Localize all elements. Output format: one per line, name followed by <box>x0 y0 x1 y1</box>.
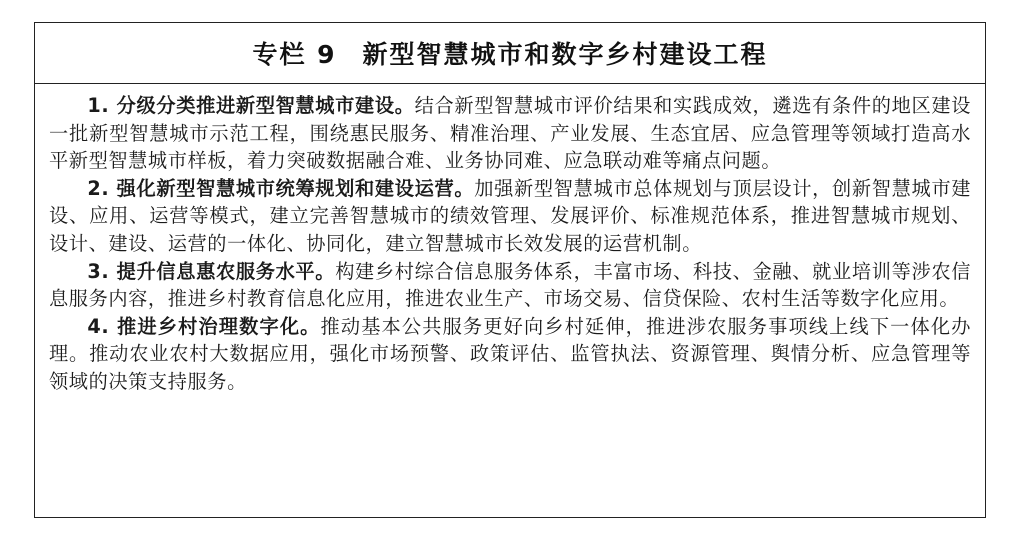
item-text: 结合新型智慧城市评价结果和实践成效，遴选有条件的地区建设一批新型智慧城市示范工程，围绕惠民服务、精准治理、产业发展、生态宜居、应急管理等领域打造高水平新型智慧城市样板，着力突破数据融合难、业务协同难、应急联动难等痛点问题。 <box>49 94 971 173</box>
column-title <box>35 23 985 84</box>
item-text: 构建乡村综合信息服务体系，丰富市场、科技、金融、就业培训等涉农信息服务内容，推进乡村教育信息化应用，推进农业生产、市场交易、信贷保险、农村生活等数字化应用。 <box>49 259 971 311</box>
column-body <box>35 84 985 396</box>
item-lead: 4. 推进乡村治理数字化。 <box>87 314 321 338</box>
column-heading: 新型智慧城市和数字乡村建设工程 <box>362 40 768 69</box>
column-box <box>34 22 986 518</box>
item-paragraph-2 <box>49 175 971 258</box>
item-lead: 3. 提升信息惠农服务水平。 <box>87 259 336 283</box>
item-text: 推动基本公共服务更好向乡村延伸，推进涉农服务事项线上线下一体化办理。推动农业农村大数据应用，强化市场预警、政策评估、监管执法、资源管理、舆情分析、应急管理等领域的决策支持服务。 <box>49 314 971 393</box>
item-paragraph-4 <box>49 313 971 396</box>
item-lead: 2. 强化新型智慧城市统筹规划和建设运营。 <box>87 176 475 200</box>
item-paragraph-3 <box>49 258 971 313</box>
item-lead: 1. 分级分类推进新型智慧城市建设。 <box>87 94 415 117</box>
item-paragraph-1 <box>49 92 971 175</box>
item-text: 加强新型智慧城市总体规划与顶层设计，创新智慧城市建设、应用、运营等模式，建立完善智慧城市的绩效管理、发展评价、标准规范体系，推进智慧城市规划、设计、建设、运营的一体化、协同化，建立智慧城市长效发展的运营机制。 <box>49 176 972 255</box>
column-number: 专栏 9 <box>252 40 337 69</box>
